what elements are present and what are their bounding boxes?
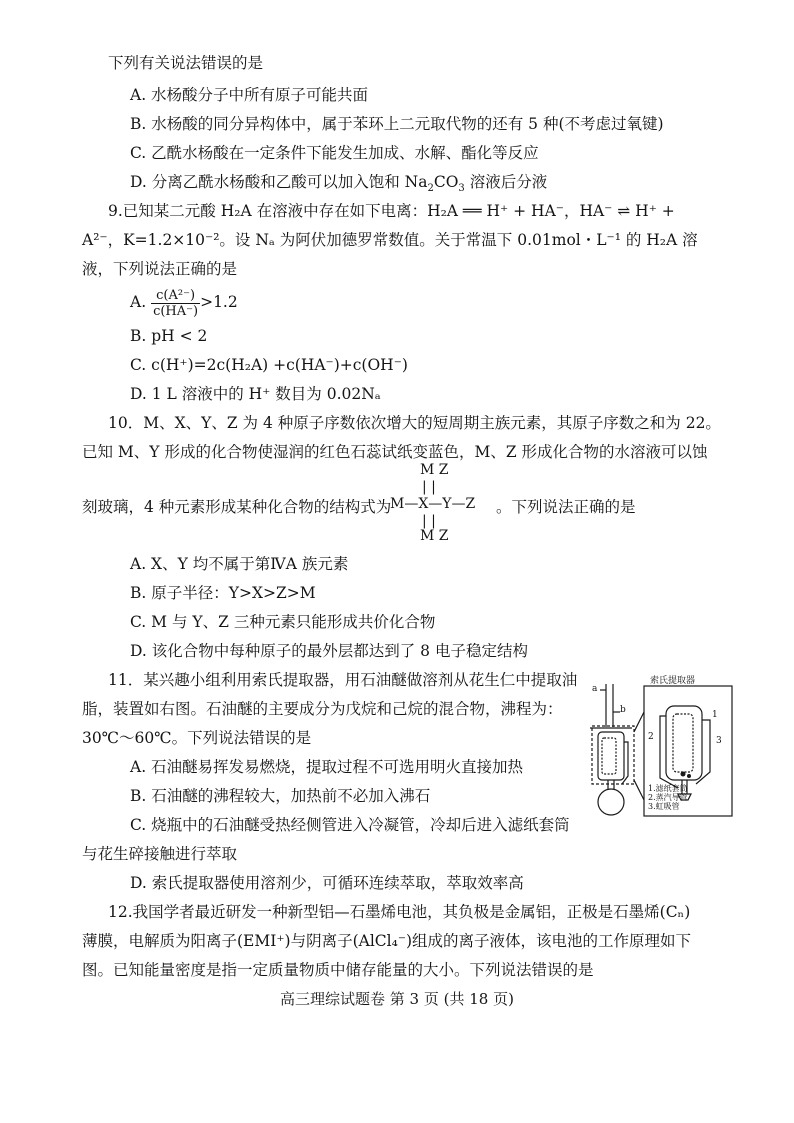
q9-line-2: A²⁻，K=1.2×10⁻²。设 Nₐ 为阿伏加德罗常数值。关于常温下 0.01mol・L⁻¹ 的 H₂A 溶	[82, 231, 698, 249]
q8-option-a: A. 水杨酸分子中所有原子可能共面	[130, 86, 369, 104]
legend-item: 1.滤纸套筒	[648, 784, 688, 793]
q12-line-2: 薄膜，电解质为阳离子(EMI⁺)与阴离子(AlCl₄⁻)组成的离子液体，该电池的工作原理如下	[82, 932, 692, 950]
q10-option-c: C. M 与 Y、Z 三种元素只能形成共价化合物	[130, 613, 436, 631]
label-2: 2	[648, 732, 654, 742]
q9-line-3: 液，下列说法正确的是	[82, 260, 238, 278]
q10-line-3-pre: 刻玻璃，4 种元素形成某种化合物的结构式为	[82, 498, 392, 516]
q9-option-a: A. $\frac{\text{c(A²⁻)}}{c(HA^-)}$ >1.2	[130, 287, 238, 319]
q8-option-c: C. 乙酰水杨酸在一定条件下能发生加成、水解、酯化等反应	[130, 144, 539, 162]
soxhlet-apparatus-figure	[586, 672, 746, 836]
figure-legend	[648, 784, 688, 811]
q10-option-d: D. 该化合物中每种原子的最外层都达到了 8 电子稳定结构	[130, 642, 528, 660]
q10-line-1: 10．M、X、Y、Z 为 4 种原子序数依次增大的短周期主族元素，其原子序数之和为 22。	[108, 414, 721, 432]
legend-item: 3.虹吸管	[648, 802, 680, 811]
structural-formula: M Z | | M—X—Y—Z | | M Z	[390, 462, 476, 544]
q9-option-c: C. c(H⁺)=2c(H₂A) +c(HA⁻)+c(OH⁻)	[130, 356, 408, 374]
legend-item: 2.蒸汽导管	[648, 793, 688, 802]
label-1: 1	[712, 710, 718, 720]
q11-line-2: 脂，装置如右图。石油醚的主要成分为戊烷和己烷的混合物，沸程为：	[82, 700, 563, 718]
figure-title: 索氏提取器	[650, 676, 696, 686]
fraction: $\frac{\text{c(A²⁻)}}{c(HA^-)}$	[153, 287, 199, 319]
q10-option-a: A. X、Y 均不属于第ⅣA 族元素	[130, 555, 349, 573]
q11-option-b: B. 石油醚的沸程较大，加热前不必加入沸石	[130, 787, 431, 805]
q10-line-3-post: 。下列说法正确的是	[496, 498, 636, 516]
label-3: 3	[716, 736, 722, 746]
label-b: b	[620, 705, 626, 715]
q11-option-a: A. 石油醚易挥发易燃烧，提取过程不可选用明火直接加热	[130, 758, 524, 776]
q9-line-1: 9.已知某二元酸 H₂A 在溶液中存在如下电离：H₂A ══ H⁺ + HA⁻，HA⁻ ⇌ H⁺ +	[108, 202, 675, 220]
q8-stem: 下列有关说法错误的是	[108, 54, 264, 72]
q11-line-3: 30℃～60℃。下列说法错误的是	[82, 729, 312, 747]
page-footer: 高三理综试题卷 第 3 页 (共 18 页)	[280, 990, 514, 1008]
q10-option-b: B. 原子半径：Y>X>Z>M	[130, 584, 316, 602]
q9-option-d: D. 1 L 溶液中的 H⁺ 数目为 0.02Nₐ	[130, 385, 381, 403]
q12-line-3: 图。已知能量密度是指一定质量物质中储存能量的大小。下列说法错误的是	[82, 961, 594, 979]
q8-option-b: B. 水杨酸的同分异构体中，属于苯环上二元取代物的还有 5 种(不考虑过氧键)	[130, 115, 664, 133]
q11-option-c-cont: 与花生碎接触进行萃取	[82, 845, 238, 863]
q11-line-1: 11．某兴趣小组利用索氏提取器，用石油醚做溶剂从花生仁中提取油	[108, 671, 578, 689]
q9-option-b: B. pH < 2	[130, 327, 208, 345]
q11-option-d: D. 索氏提取器使用溶剂少，可循环连续萃取，萃取效率高	[130, 874, 524, 892]
q10-line-2: 已知 M、Y 形成的化合物使湿润的红色石蕊试纸变蓝色，M、Z 形成化合物的水溶液可以蚀	[82, 443, 708, 461]
q8-option-d: D. 分离乙酰水杨酸和乙酸可以加入饱和 $Na_2CO_3$ 溶液后分液	[130, 173, 548, 195]
label-a: a	[592, 684, 598, 694]
q11-option-c: C. 烧瓶中的石油醚受热经侧管进入冷凝管，冷却后进入滤纸套筒	[130, 816, 570, 834]
q12-line-1: 12.我国学者最近研发一种新型铝—石墨烯电池，其负极是金属铝，正极是石墨烯(Cₙ)	[108, 903, 691, 921]
